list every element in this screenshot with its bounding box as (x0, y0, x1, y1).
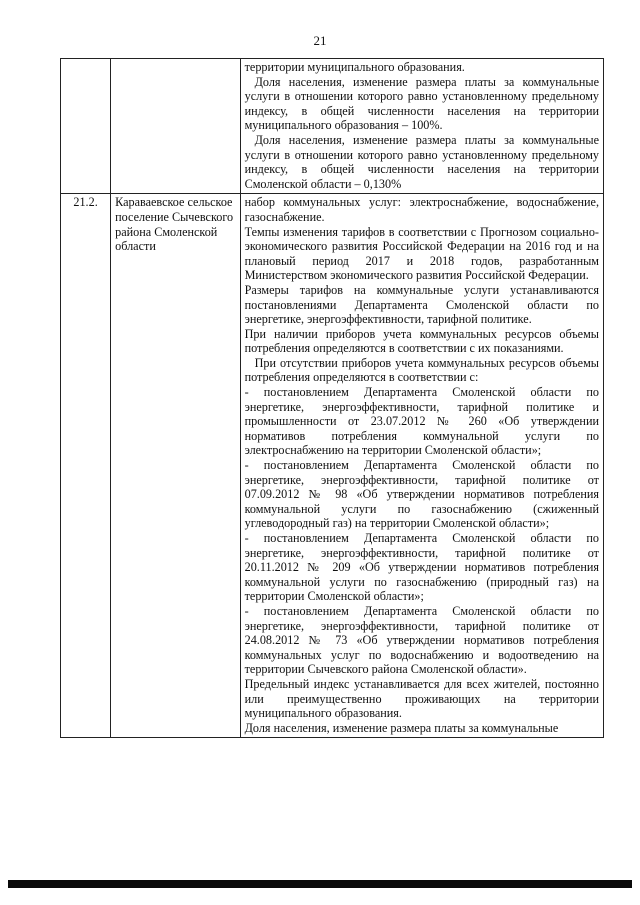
paragraph: При отсутствии приборов учета коммунальных ресурсов объемы потребления определяются в соответствии с: (244, 355, 599, 385)
row-number-cell (61, 59, 111, 194)
page-number: 21 (313, 33, 327, 48)
paragraph: набор коммунальных услуг: электроснабжение, водоснабжение, газоснабжение. (244, 195, 599, 224)
paragraph: Темпы изменения тарифов в соответствии с Прогнозом социально-экономического развития Российской Федерации на 2016 год и на плановый период 2017 и 2018 годов, разработанным Министерством экономического развития Российской Федерации. (244, 224, 599, 283)
description-cell (240, 194, 603, 738)
document-table (60, 58, 604, 738)
paragraph: Доля населения, изменение размера платы за коммунальные (244, 720, 559, 735)
paragraph: Размеры тарифов на коммунальные услуги устанавливаются постановлениями Департамента Смоленской области по энергетике, энергоэффективности, тарифной политике. (244, 282, 599, 327)
municipality-cell: Караваевское сельское поселение Сычевского района Смоленской области (111, 194, 240, 738)
table-body (61, 59, 604, 738)
paragraph: Доля населения, изменение размера платы за коммунальные услуги в отношении которого равно установленному предельному индексу, в общей численности населения на территории Смоленской области – 0,130% (244, 132, 599, 191)
row-number-cell: 21.2. (61, 194, 111, 738)
table-row (61, 194, 604, 738)
paragraph: территории муниципального образования. (244, 60, 465, 74)
municipality-cell (111, 59, 240, 194)
paragraph: - постановлением Департамента Смоленской области по энергетике, энергоэффективности, тарифной политике от 07.09.2012 № 98 «Об утверждении нормативов потребления коммунальной услуги по газоснабжению (сжиженный углеводородный газ) на территории Смоленской области»; (244, 458, 599, 531)
paragraph: Доля населения, изменение размера платы за коммунальные услуги в отношении которого равно установленному предельному индексу, в общей численности населения на территории муниципального образования – 100%. (244, 74, 599, 133)
paragraph: Предельный индекс устанавливается для всех жителей, постоянно или преимущественно проживающих на территории муниципального образования. (244, 676, 599, 721)
description-cell (240, 59, 603, 194)
paragraph: При наличии приборов учета коммунальных ресурсов объемы потребления определяются в соответствии с их показаниями. (244, 326, 599, 356)
table-row (61, 59, 604, 194)
paragraph: - постановлением Департамента Смоленской области по энергетике, энергоэффективности, тарифной политике и промышленности от 23.07.2012 № 260 «Об утверждении нормативов потребления коммунальной услуги по электроснабжению на территории Смоленской области»; (244, 385, 599, 458)
scan-footer-bar (8, 880, 632, 888)
paragraph: - постановлением Департамента Смоленской области по энергетике, энергоэффективности, тарифной политике от 24.08.2012 № 73 «Об утверждении нормативов потребления коммунальных услуг по водоснабжению и водоотведению на территории Сычевского района Смоленской области». (244, 603, 599, 677)
paragraph: - постановлением Департамента Смоленской области по энергетике, энергоэффективности, тарифной политике от 20.11.2012 № 209 «Об утверждении нормативов потребления коммунальной услуги по газоснабжению (природный газ) на территории Смоленской области»; (244, 531, 599, 604)
